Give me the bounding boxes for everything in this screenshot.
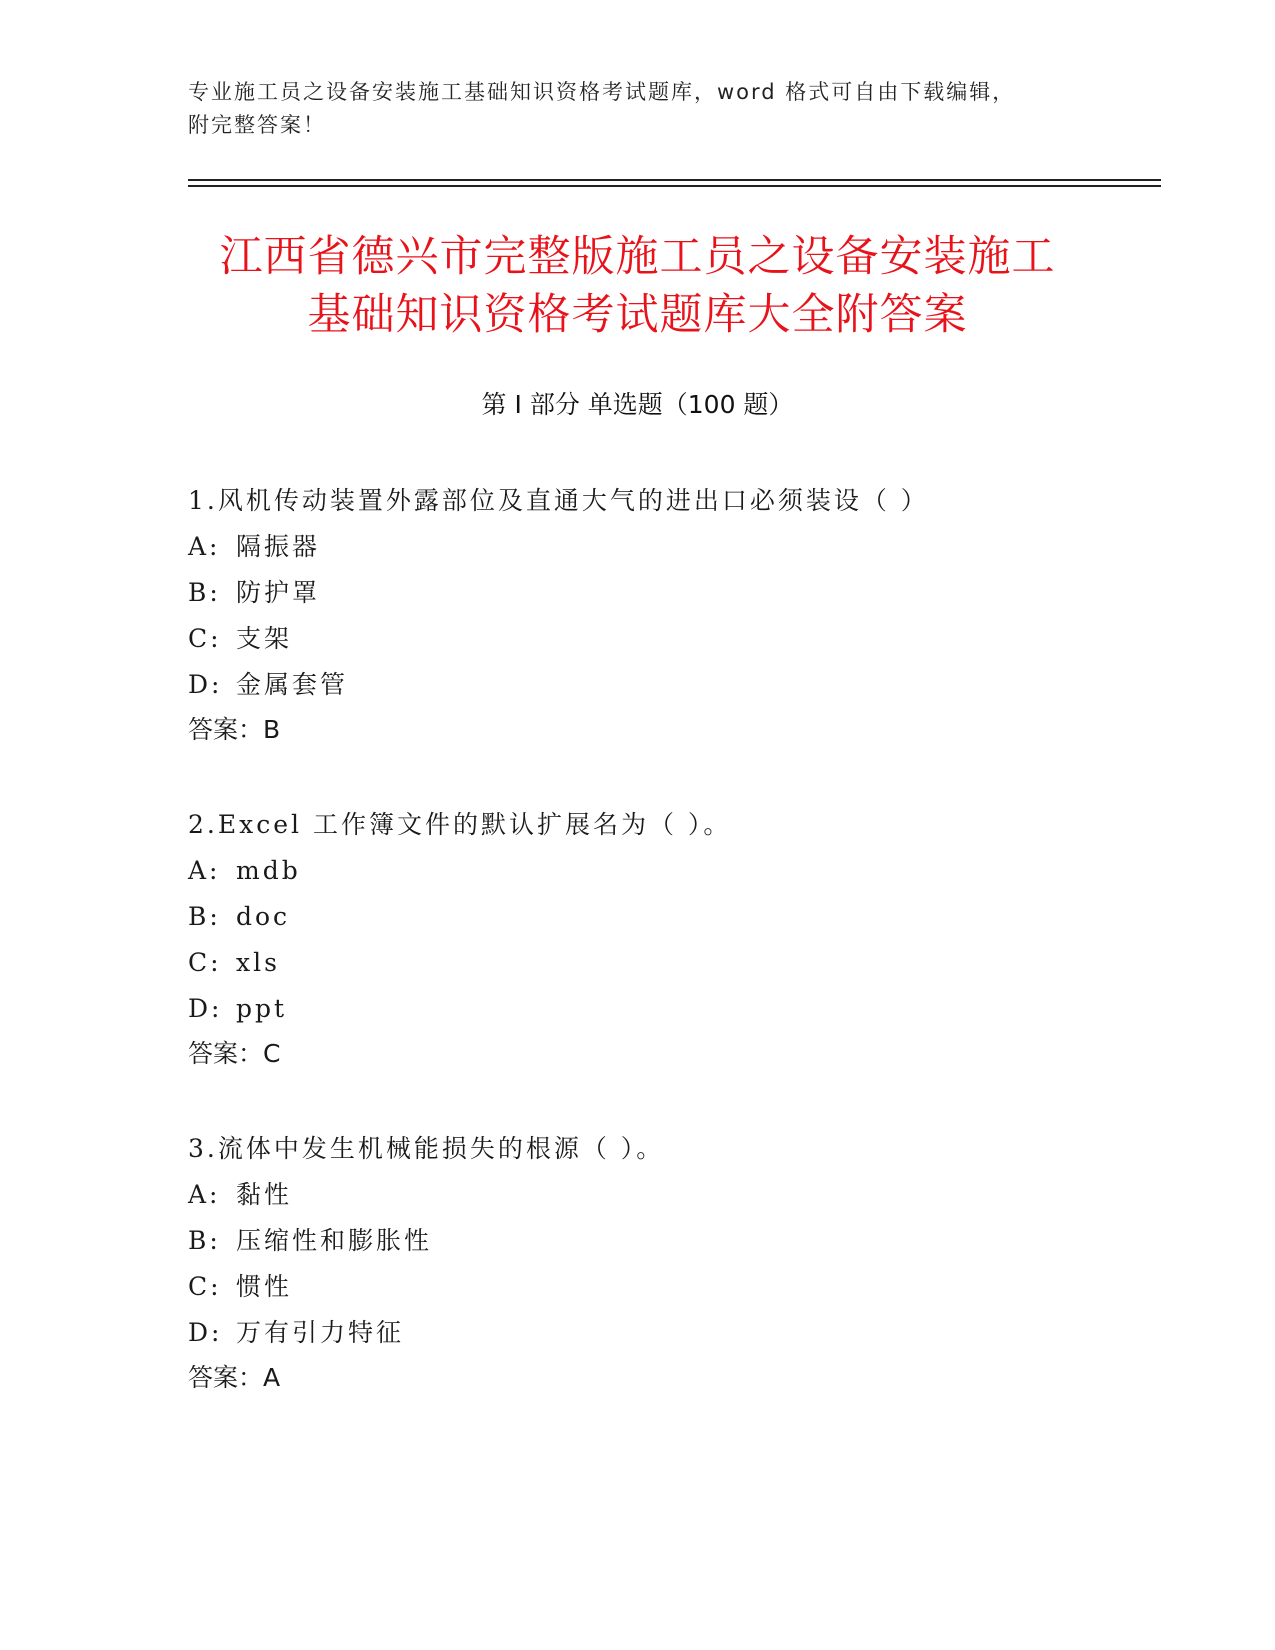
option-a xyxy=(188,848,1148,894)
option-key: B: xyxy=(188,902,221,931)
option-key: D: xyxy=(188,994,223,1023)
option-b xyxy=(188,570,1148,616)
document-title-line-2: 基础知识资格考试题库大全附答案 xyxy=(307,290,968,340)
option-key: C: xyxy=(188,948,222,977)
option-c xyxy=(188,616,1148,662)
option-text: 金属套管 xyxy=(236,670,349,699)
option-c xyxy=(188,1264,1148,1310)
option-key: C: xyxy=(188,1272,222,1301)
option-text: doc xyxy=(236,902,291,931)
option-b xyxy=(188,894,1148,940)
option-a xyxy=(188,1172,1148,1218)
option-text: 防护罩 xyxy=(236,578,321,607)
option-key: B: xyxy=(188,1226,221,1255)
option-d xyxy=(188,1310,1148,1356)
option-key: A: xyxy=(188,1180,221,1209)
option-text: 压缩性和膨胀性 xyxy=(236,1226,433,1255)
document-title xyxy=(0,228,1275,344)
option-key: A: xyxy=(188,856,221,885)
option-text: 隔振器 xyxy=(236,532,321,561)
option-d xyxy=(188,986,1148,1032)
option-key: A: xyxy=(188,532,221,561)
answer-text: 答案：C xyxy=(188,1039,281,1068)
header-note-line-2: 附完整答案！ xyxy=(188,113,326,137)
option-d xyxy=(188,662,1148,708)
question-text: 1.风机传动装置外露部位及直通大气的进出口必须装设（ ） xyxy=(188,486,929,515)
option-text: xls xyxy=(236,948,280,977)
header-divider-bottom xyxy=(188,185,1161,187)
question-text: 2.Excel 工作簿文件的默认扩展名为（ ）。 xyxy=(188,810,732,839)
question-text: 3.流体中发生机械能损失的根源（ ）。 xyxy=(188,1134,665,1163)
option-key: D: xyxy=(188,670,223,699)
option-b xyxy=(188,1218,1148,1264)
option-text: mdb xyxy=(236,856,301,885)
question-item xyxy=(188,478,1148,752)
option-text: 支架 xyxy=(236,624,293,653)
option-key: D: xyxy=(188,1318,223,1347)
option-text: ppt xyxy=(236,994,288,1023)
question-item xyxy=(188,1126,1148,1400)
question-list xyxy=(188,478,1148,1450)
header-note-line-1: 专业施工员之设备安装施工基础知识资格考试题库，word 格式可自由下载编辑， xyxy=(188,80,1016,104)
option-a xyxy=(188,524,1148,570)
section-heading: 第 I 部分 单选题（100 题） xyxy=(481,390,794,419)
document-title-line-1: 江西省德兴市完整版施工员之设备安装施工 xyxy=(219,232,1056,282)
header-note xyxy=(188,76,1088,142)
answer-text: 答案：B xyxy=(188,715,281,744)
option-text: 惯性 xyxy=(236,1272,293,1301)
option-text: 黏性 xyxy=(236,1180,293,1209)
question-item xyxy=(188,802,1148,1076)
option-key: B: xyxy=(188,578,221,607)
answer-text: 答案：A xyxy=(188,1363,281,1392)
header-divider-top xyxy=(188,179,1161,181)
option-key: C: xyxy=(188,624,222,653)
option-text: 万有引力特征 xyxy=(236,1318,405,1347)
option-c xyxy=(188,940,1148,986)
